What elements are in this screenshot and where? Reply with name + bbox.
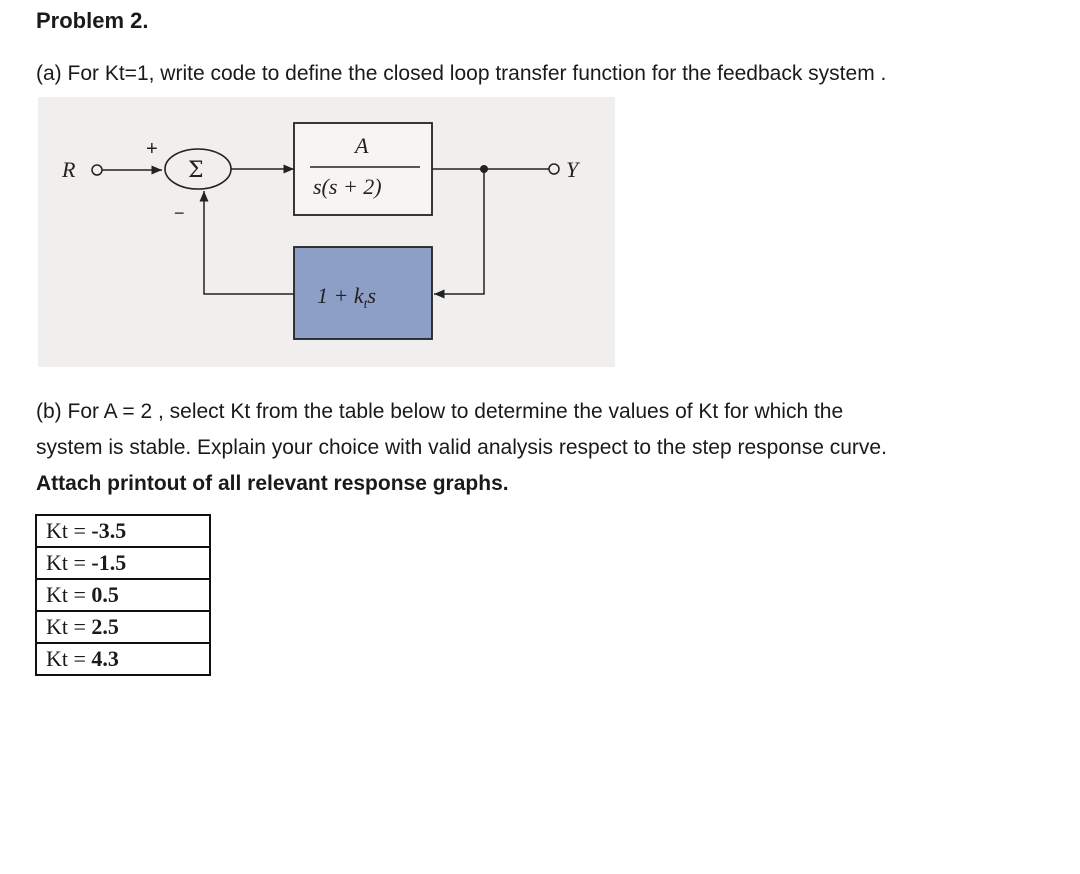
plus-sign: + <box>146 138 158 160</box>
part-b-line2: system is stable. Explain your choice with valid analysis respect to the step response curve. <box>36 436 887 459</box>
part-b-text <box>36 394 1056 502</box>
table-row <box>36 579 210 611</box>
input-label: R <box>62 157 76 182</box>
block-diagram <box>38 97 615 367</box>
problem-title: Problem 2. <box>36 8 149 33</box>
input-terminal <box>92 165 102 175</box>
forward-denominator: s(s + 2) <box>313 174 382 199</box>
feedback-s: s <box>367 283 377 308</box>
kt-label: Kt = <box>46 582 92 607</box>
kt-value: 0.5 <box>91 582 119 607</box>
part-b-line1: (b) For A = 2 , select Kt from the table below to determine the values of Kt for which the <box>36 400 844 423</box>
feedback-main: 1 + k <box>317 283 364 308</box>
kt-label: Kt = <box>46 614 92 639</box>
kt-label: Kt = <box>46 646 92 671</box>
kt-value: -1.5 <box>91 550 127 575</box>
kt-label: Kt = <box>46 550 92 575</box>
kt-value: 2.5 <box>91 614 119 639</box>
table-row <box>36 515 210 547</box>
part-a-text: (a) For Kt=1, write code to define the closed loop transfer function for the feedback system . <box>36 62 887 85</box>
kt-value: 4.3 <box>91 646 119 671</box>
feedback-expression <box>317 283 376 312</box>
table-row <box>36 643 210 675</box>
sum-symbol: Σ <box>188 158 204 183</box>
output-terminal <box>549 164 559 174</box>
feedback-return-line <box>434 169 484 294</box>
part-b-line3: Attach printout of all relevant response graphs. <box>36 472 509 495</box>
forward-numerator: A <box>355 133 369 158</box>
table-row <box>36 611 210 643</box>
output-label: Y <box>566 157 579 182</box>
feedback-line <box>204 191 294 294</box>
kt-label: Kt = <box>46 518 92 543</box>
kt-table <box>35 514 211 676</box>
feedback-subscript: t <box>363 297 368 312</box>
kt-value: -3.5 <box>91 518 127 543</box>
table-row <box>36 547 210 579</box>
minus-sign: − <box>174 203 185 223</box>
